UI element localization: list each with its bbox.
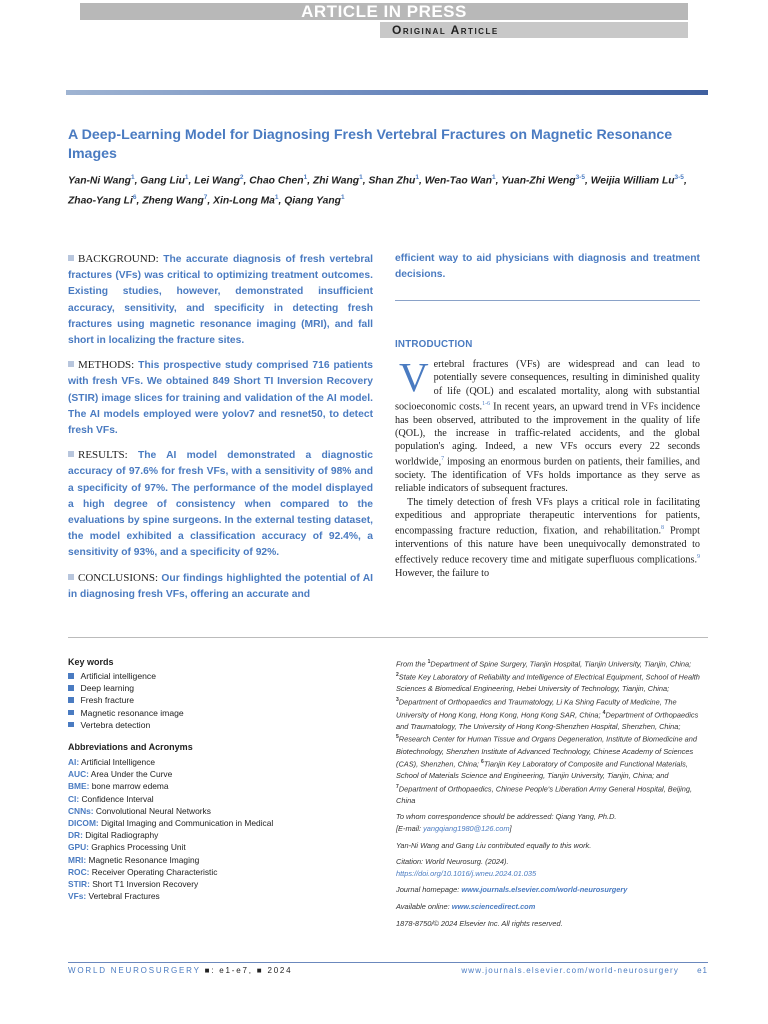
introduction-body (395, 354, 701, 580)
methods-label: METHODS: (78, 359, 135, 372)
author-name: Xin-Long Ma (213, 195, 275, 207)
abbreviation-item (68, 768, 273, 780)
author-name: Gang Liu (140, 175, 185, 187)
abbreviation-full: Area Under the Curve (88, 769, 173, 780)
abbreviation-key: STIR: (68, 879, 90, 890)
abstract-divider (395, 300, 700, 301)
abbreviation-key: ROC: (68, 866, 90, 877)
online-label: Available online: (396, 901, 452, 911)
square-bullet-icon (68, 673, 74, 679)
author-name: Zhao-Yang Li (68, 195, 133, 207)
abbreviation-full: Confidence Interval (79, 793, 154, 804)
author-affiliation-ref: 3-5 (674, 174, 684, 181)
affiliation: Research Center for Human Tissue and Organs Degeneration, Institute of Biomedicine and Biotechnology, Shenzhen Institute of Advanced Technology, Chinese Academy of Sciences (CAS), Shenzhen, China; (396, 734, 697, 769)
keyword-text: Artificial intelligence (80, 671, 156, 681)
author-affiliation-ref: 1 (274, 194, 279, 202)
section-label: Original Article (380, 22, 688, 38)
abbreviation-key: VFs: (68, 891, 87, 902)
square-bullet-icon (68, 255, 74, 261)
affiliation: Department of Orthopaedics and Traumatology, The University of Hong Kong-Shenzhen Hospital, Shenzhen, China; (396, 710, 699, 731)
author-name: Weijia William Lu (590, 175, 675, 187)
article-title: A Deep-Learning Model for Diagnosing Fresh Vertebral Fractures on Magnetic Resonance Images (68, 127, 673, 162)
homepage-label: Journal homepage: (396, 885, 462, 895)
abbreviation-item (68, 805, 273, 817)
abstract-methods (68, 357, 373, 439)
intro-text: The timely detection of fresh VFs plays a critical role in facilitating expeditious and appropriate therapeutic interventions for patients, encompassing fracture reduction, fixation, and rehabilitation. (395, 496, 700, 537)
footer-journal (68, 966, 292, 975)
keywords-list (68, 670, 184, 731)
journal-homepage (396, 884, 708, 896)
conclusions-text: Our findings highlighted the potential of AI in diagnosing fresh VFs, offering an accurate and (68, 572, 373, 600)
intro-text: Prompt interventions of this nature have been unequivocally demonstrated to effectively reduce recovery time and mitigate superfluous complications. (395, 525, 700, 566)
intro-text: In recent years, an upward trend in VFs incidence has been observed, attributed to the improvement in the quality of life (QOL), the increase in traffic-related accidents, and the global population's aging. Indeed, a new VFs occurs every 22 seconds worldwide, (395, 401, 701, 468)
citation-text: Citation: World Neurosurg. (2024). (396, 857, 509, 867)
keyword-item (68, 707, 184, 719)
square-bullet-icon (68, 722, 74, 728)
author-name: Qiang Yang (284, 195, 341, 207)
keyword-text: Deep learning (80, 683, 135, 694)
correspondence (396, 811, 708, 834)
abbreviation-full: Artificial Intelligence (79, 757, 156, 767)
abbreviation-item (68, 878, 273, 890)
equal-contribution: Yan-Ni Wang and Gang Liu contributed equally to this work. (396, 840, 592, 850)
author-affiliation-ref: 1 (303, 174, 308, 181)
footer-url[interactable]: www.journals.elsevier.com/world-neurosurgery (461, 966, 680, 975)
conclusions-continued: efficient way to aid physicians with diagnosis and treatment decisions. (395, 253, 700, 281)
abbreviations-heading: Abbreviations and Acronyms (68, 742, 193, 752)
square-bullet-icon (68, 710, 74, 716)
citation-ref[interactable]: 7 (441, 456, 445, 463)
abbreviation-key: CI: (68, 793, 80, 804)
author-affiliation-ref: 2 (239, 174, 244, 181)
affiliation: Department of Spine Surgery, Tianjin Hospital, Tianjin University, Tianjin, China; (430, 659, 692, 669)
square-bullet-icon (68, 451, 74, 457)
abbreviation-full: Digital Radiography (82, 830, 159, 841)
abbreviations-list (68, 756, 273, 902)
author-affiliation-ref: 3-5 (575, 174, 585, 181)
abbreviation-item (68, 829, 273, 841)
abbreviation-full: Convolutional Neural Networks (93, 805, 211, 816)
abbreviation-item (68, 756, 273, 768)
footer-rule (68, 962, 708, 963)
citation-ref[interactable]: 9 (697, 554, 700, 561)
author-affiliation-ref: 1 (492, 174, 496, 181)
abbreviation-key: DICOM: (68, 818, 99, 829)
abstract-right-column (395, 251, 700, 283)
results-text: The AI model demonstrated a diagnostic accuracy of 97.6% for fresh VFs, with a sensitivity of 98% and a specificity of 97%. The performance of the model displayed a high degree of consistency when compared to the evaluations by spine surgeons. In the external testing dataset, the model exhibited a classification accuracy of 92.4%, a sensitivity of 93%, and a specificity of 92%. (68, 450, 373, 559)
issue-info: ■: e1-e7, ■ 2024 (200, 966, 293, 975)
abbreviation-key: AUC: (68, 769, 89, 780)
abbreviation-full: Receiver Operating Characteristic (89, 866, 218, 877)
author-affiliation-ref: 1 (184, 174, 189, 181)
conclusions-label: CONCLUSIONS: (78, 571, 159, 584)
available-online (396, 901, 708, 913)
author-name: Yuan-Zhi Weng (501, 175, 576, 187)
author-name: Zheng Wang (142, 195, 204, 207)
keyword-text: Vertebra detection (80, 719, 151, 730)
email-link[interactable]: yangqiang1980@126.com (423, 824, 510, 833)
results-label: RESULTS: (78, 449, 128, 462)
abbreviation-key: MRI: (68, 854, 87, 865)
author-affiliation-ref: 1 (415, 174, 419, 181)
section-divider (68, 637, 708, 638)
author-affiliation-ref: 1 (340, 194, 345, 202)
correspondence-text: To whom correspondence should be addressed: Qiang Yang, Ph.D. (396, 812, 617, 822)
abbreviation-full: Magnetic Resonance Imaging (86, 854, 200, 865)
introduction-heading: INTRODUCTION (395, 339, 473, 350)
header-rule (66, 90, 708, 95)
abbreviation-key: CNNs: (68, 805, 94, 816)
footer-url-page (461, 966, 708, 975)
abbreviation-item (68, 841, 273, 853)
author-name: Wen-Tao Wan (424, 175, 493, 187)
abbreviation-full: Digital Imaging and Communication in Medical (98, 818, 274, 829)
author-affiliation-ref: 7 (203, 194, 208, 202)
sciencedirect-link[interactable]: www.sciencedirect.com (451, 901, 536, 911)
doi-link[interactable]: https://doi.org/10.1016/j.wneu.2024.01.035 (396, 868, 537, 878)
keyword-text: Magnetic resonance image (80, 707, 184, 718)
citation-ref[interactable]: 1-6 (482, 400, 491, 407)
author-name: Zhi Wang (312, 175, 360, 187)
square-bullet-icon (68, 685, 74, 691)
abbreviation-item (68, 780, 273, 792)
abbreviation-key: BME: (68, 781, 90, 792)
abstract-results (68, 447, 373, 561)
author-affiliation-ref: 6 (132, 194, 137, 202)
abbreviation-item (68, 854, 273, 866)
keyword-item (68, 670, 184, 682)
keywords-heading: Key words (68, 657, 114, 667)
abbreviation-item (68, 793, 273, 805)
author-name: Lei Wang (194, 175, 240, 187)
email-prefix: [E-mail: (396, 824, 424, 833)
abbreviation-full: bone marrow edema (89, 781, 169, 792)
background-text: The accurate diagnosis of fresh vertebral fractures (VFs) was critical to optimizing treatment outcomes. Existing studies, however, demonstrated insufficient accuracy, sensitivity, and specificity in detecting fresh fractures using magnetic resonance imaging (MRI), and fall short in localizing the fracture sites. (68, 254, 373, 347)
affiliation: Department of Orthopaedics, Chinese People's Liberation Army General Hospital, Beijing, China (396, 784, 692, 805)
affiliation: Tianjin Key Laboratory of Composite and Functional Materials, School of Materials Science and Engineering, Tianjin University, Tianjin, China; and (396, 759, 688, 781)
abbreviation-full: Short T1 Inversion Recovery (89, 879, 199, 890)
intro-text: However, the failure to (395, 568, 490, 580)
email-suffix: ] (509, 824, 512, 833)
article-in-press-banner: ARTICLE IN PRESS (80, 3, 688, 20)
affiliation: Department of Orthopaedics and Traumatology, Li Ka Shing Faculty of Medicine, The University of Hong Kong, Hong Kong, Hong Kong SAR, China; (396, 697, 677, 720)
homepage-link[interactable]: www.journals.elsevier.com/world-neurosurgery (461, 885, 628, 895)
methods-text: This prospective study comprised 716 patients with fresh VFs. We obtained 849 Short TI Inversion Recovery (STIR) image slices for training and validation of the AI model. The AI models employed were yolov7 and resnet50, to detect fresh VFs. (68, 360, 373, 437)
keyword-item (68, 682, 184, 694)
abbreviation-key: DR: (68, 830, 83, 841)
citation-ref[interactable]: 8 (661, 525, 665, 532)
keyword-item (68, 694, 184, 706)
author-affiliation-ref: 1 (130, 174, 135, 181)
journal-name: WORLD NEUROSURGERY (68, 966, 201, 975)
intro-text: ertebral fractures (VFs) are widespread and can lead to potentially severe consequences, resulting in diminished quality of life (QOL) and escalated mortality, along with substantial socioeconomic costs. (395, 359, 700, 413)
abstract-conclusions (68, 570, 373, 603)
abbreviation-full: Vertebral Fractures (86, 891, 160, 902)
abstract-background (68, 251, 373, 349)
copyright: 1878-8750/© 2024 Elsevier Inc. All rights reserved. (396, 918, 563, 928)
abbreviation-item (68, 890, 273, 902)
intro-paragraph-2 (395, 496, 700, 581)
affil-prefix: From the (396, 659, 428, 669)
square-bullet-icon (68, 697, 74, 703)
page-number: e1 (697, 966, 708, 975)
author-list: Yan-Ni Wang$^1$, Gang Liu$^1$, Lei Wang$^2$, Chao Chen$^1$, Zhi Wang$^1$, Shan Zhu$^1$, Wen-Tao Wan$^1$, Yuan-Zhi Weng$^{3-5}$, Weijia William Lu$^{3-5}$, Zhao-Yang Li$^6$, Zheng Wang$^7$, Xin-Long Ma$^1$, Qiang Yang$^1$ (68, 174, 687, 207)
square-bullet-icon (68, 361, 74, 367)
abbreviation-key: GPU: (68, 842, 89, 853)
intro-paragraph-1 (395, 354, 701, 496)
affiliations: From the $^1$Department of Spine Surgery, Tianjin Hospital, Tianjin University, Tianjin, China; $^2$State Key Laboratory of Reliability and Intelligence of Electrical Equipment, School of Health Sciences & Biomedical Engineering, Hebei University of Technology, Tianjin, China; $^3$Department of Orthopaedics and Traumatology, Li Ka Shing Faculty of Medicine, The University of Hong Kong, Hong Kong, Hong Kong SAR, China; $^4$Department of Orthopaedics and Traumatology, The University of Hong Kong-Shenzhen Hospital, Shenzhen, China; $^5$Research Center for Human Tissue and Organs Degeneration, Institute of Biomedicine and Biotechnology, Shenzhen Institute of Advanced Technology, Chinese Academy of Sciences (CAS), Shenzhen, China; $^6$Tianjin Key Laboratory of Composite and Functional Materials, School of Materials Science and Engineering, Tianjin University, Tianjin, China; and $^7$Department of Orthopaedics, Chinese People's Liberation Army General Hospital, Beijing, China (396, 659, 700, 805)
background-label: BACKGROUND: (78, 253, 159, 265)
square-bullet-icon (68, 574, 74, 580)
author-affiliation-ref: 1 (359, 174, 363, 181)
author-name: Chao Chen (249, 175, 304, 187)
keyword-text: Fresh fracture (80, 695, 134, 706)
keyword-item (68, 719, 184, 731)
abbreviation-item (68, 866, 273, 878)
author-name: Yan-Ni Wang (68, 175, 131, 187)
abbreviation-key: AI: (68, 757, 80, 767)
affiliation: State Key Laboratory of Reliability and Intelligence of Electrical Equipment, School of Health Sciences & Biomedical Engineering, Hebei University of Technology, Tianjin, China; (396, 672, 700, 694)
intro-text: imposing an enormous burden on patients, their families, and society. The identification of VFs holds importance as they serve as reliable indicators of subsequent fractures. (395, 456, 700, 495)
abstract-left-column (68, 251, 373, 600)
abbreviation-item (68, 817, 273, 829)
drop-cap: V (399, 354, 429, 400)
author-name: Shan Zhu (368, 175, 416, 187)
abbreviation-full: Graphics Processing Unit (88, 842, 186, 853)
article-notes (396, 657, 708, 934)
citation (396, 856, 708, 879)
